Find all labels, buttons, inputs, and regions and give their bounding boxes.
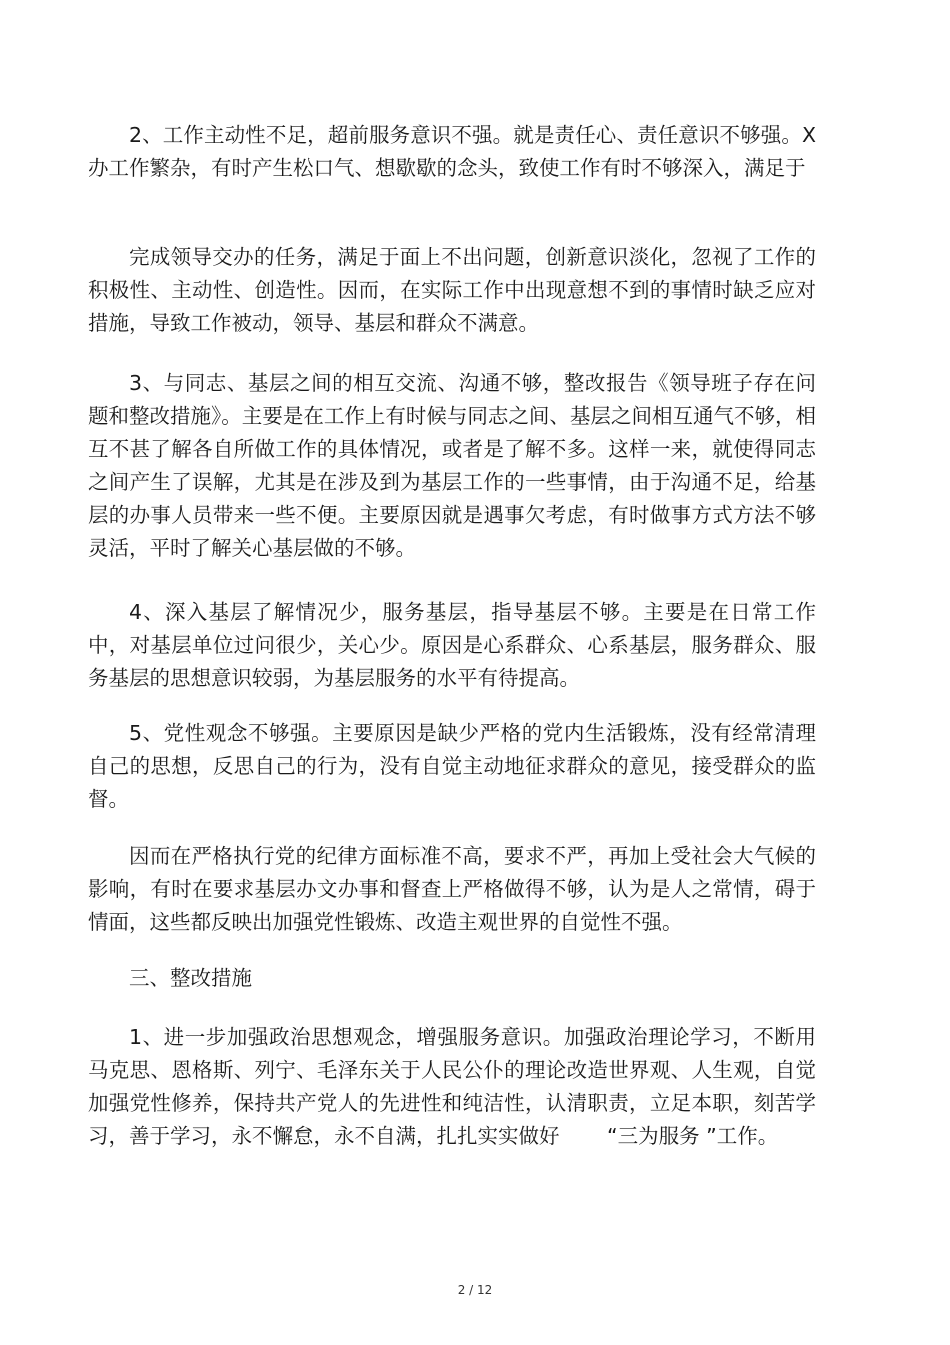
paragraph-continuation: 完成领导交办的任务，满足于面上不出问题，创新意识淡化，忽视了工作的积极性、主动性、创造性。因而，在实际工作中出现意想不到的事情时缺乏应对措施，导致工作被动，领导、基层和群众不满意。 bbox=[88, 245, 816, 335]
paragraph-discipline: 因而在严格执行党的纪律方面标准不高，要求不严，再加上受社会大气候的影响，有时在要求基层办文办事和督查上严格做得不够，认为是人之常情，碍于情面，这些都反映出加强党性锻炼、改造主观世界的自觉性不强。 bbox=[88, 844, 816, 934]
paragraph-item-4-grassroots: 4、深入基层了解情况少，服务基层，指导基层不够。主要是在日常工作中，对基层单位过问很少，关心少。原因是心系群众、心系基层，服务群众、服务基层的思想意识较弱，为基层服务的水平有待提高。 bbox=[88, 600, 816, 690]
paragraph-measure-1: 1、进一步加强政治思想观念，增强服务意识。加强政治理论学习，不断用马克思、恩格斯、列宁、毛泽东关于人民公仆的理论改造世界观、人生观，自觉加强党性修养，保持共产党人的先进性和纯洁性，认清职责，立足本职，刻苦学习，善于学习，永不懈怠，永不自满，扎扎实实做好 “三为服务 ”工作。 bbox=[88, 1025, 816, 1148]
page-number: 2 / 12 bbox=[457, 1283, 493, 1297]
section-heading-rectification-measures: 三、整改措施 bbox=[129, 966, 252, 990]
paragraph-item-5-party-spirit: 5、党性观念不够强。主要原因是缺少严格的党内生活锻炼，没有经常清理自己的思想，反思自己的行为，没有自觉主动地征求群众的意见，接受群众的监督。 bbox=[88, 721, 816, 811]
paragraph-item-2-initiative: 2、工作主动性不足，超前服务意识不强。就是责任心、责任意识不够强。X办工作繁杂，有时产生松口气、想歇歇的念头，致使工作有时不够深入，满足于 bbox=[88, 123, 816, 180]
paragraph-item-3-communication: 3、与同志、基层之间的相互交流、沟通不够，整改报告《领导班子存在问题和整改措施》。主要是在工作上有时候与同志之间、基层之间相互通气不够，相互不甚了解各自所做工作的具体情况，或者是了解不多。这样一来，就使得同志之间产生了误解，尤其是在涉及到为基层工作的一些事情，由于沟通不足，给基层的办事人员带来一些不便。主要原因就是遇事欠考虑，有时做事方式方法不够灵活，平时了解关心基层做的不够。 bbox=[88, 371, 816, 560]
